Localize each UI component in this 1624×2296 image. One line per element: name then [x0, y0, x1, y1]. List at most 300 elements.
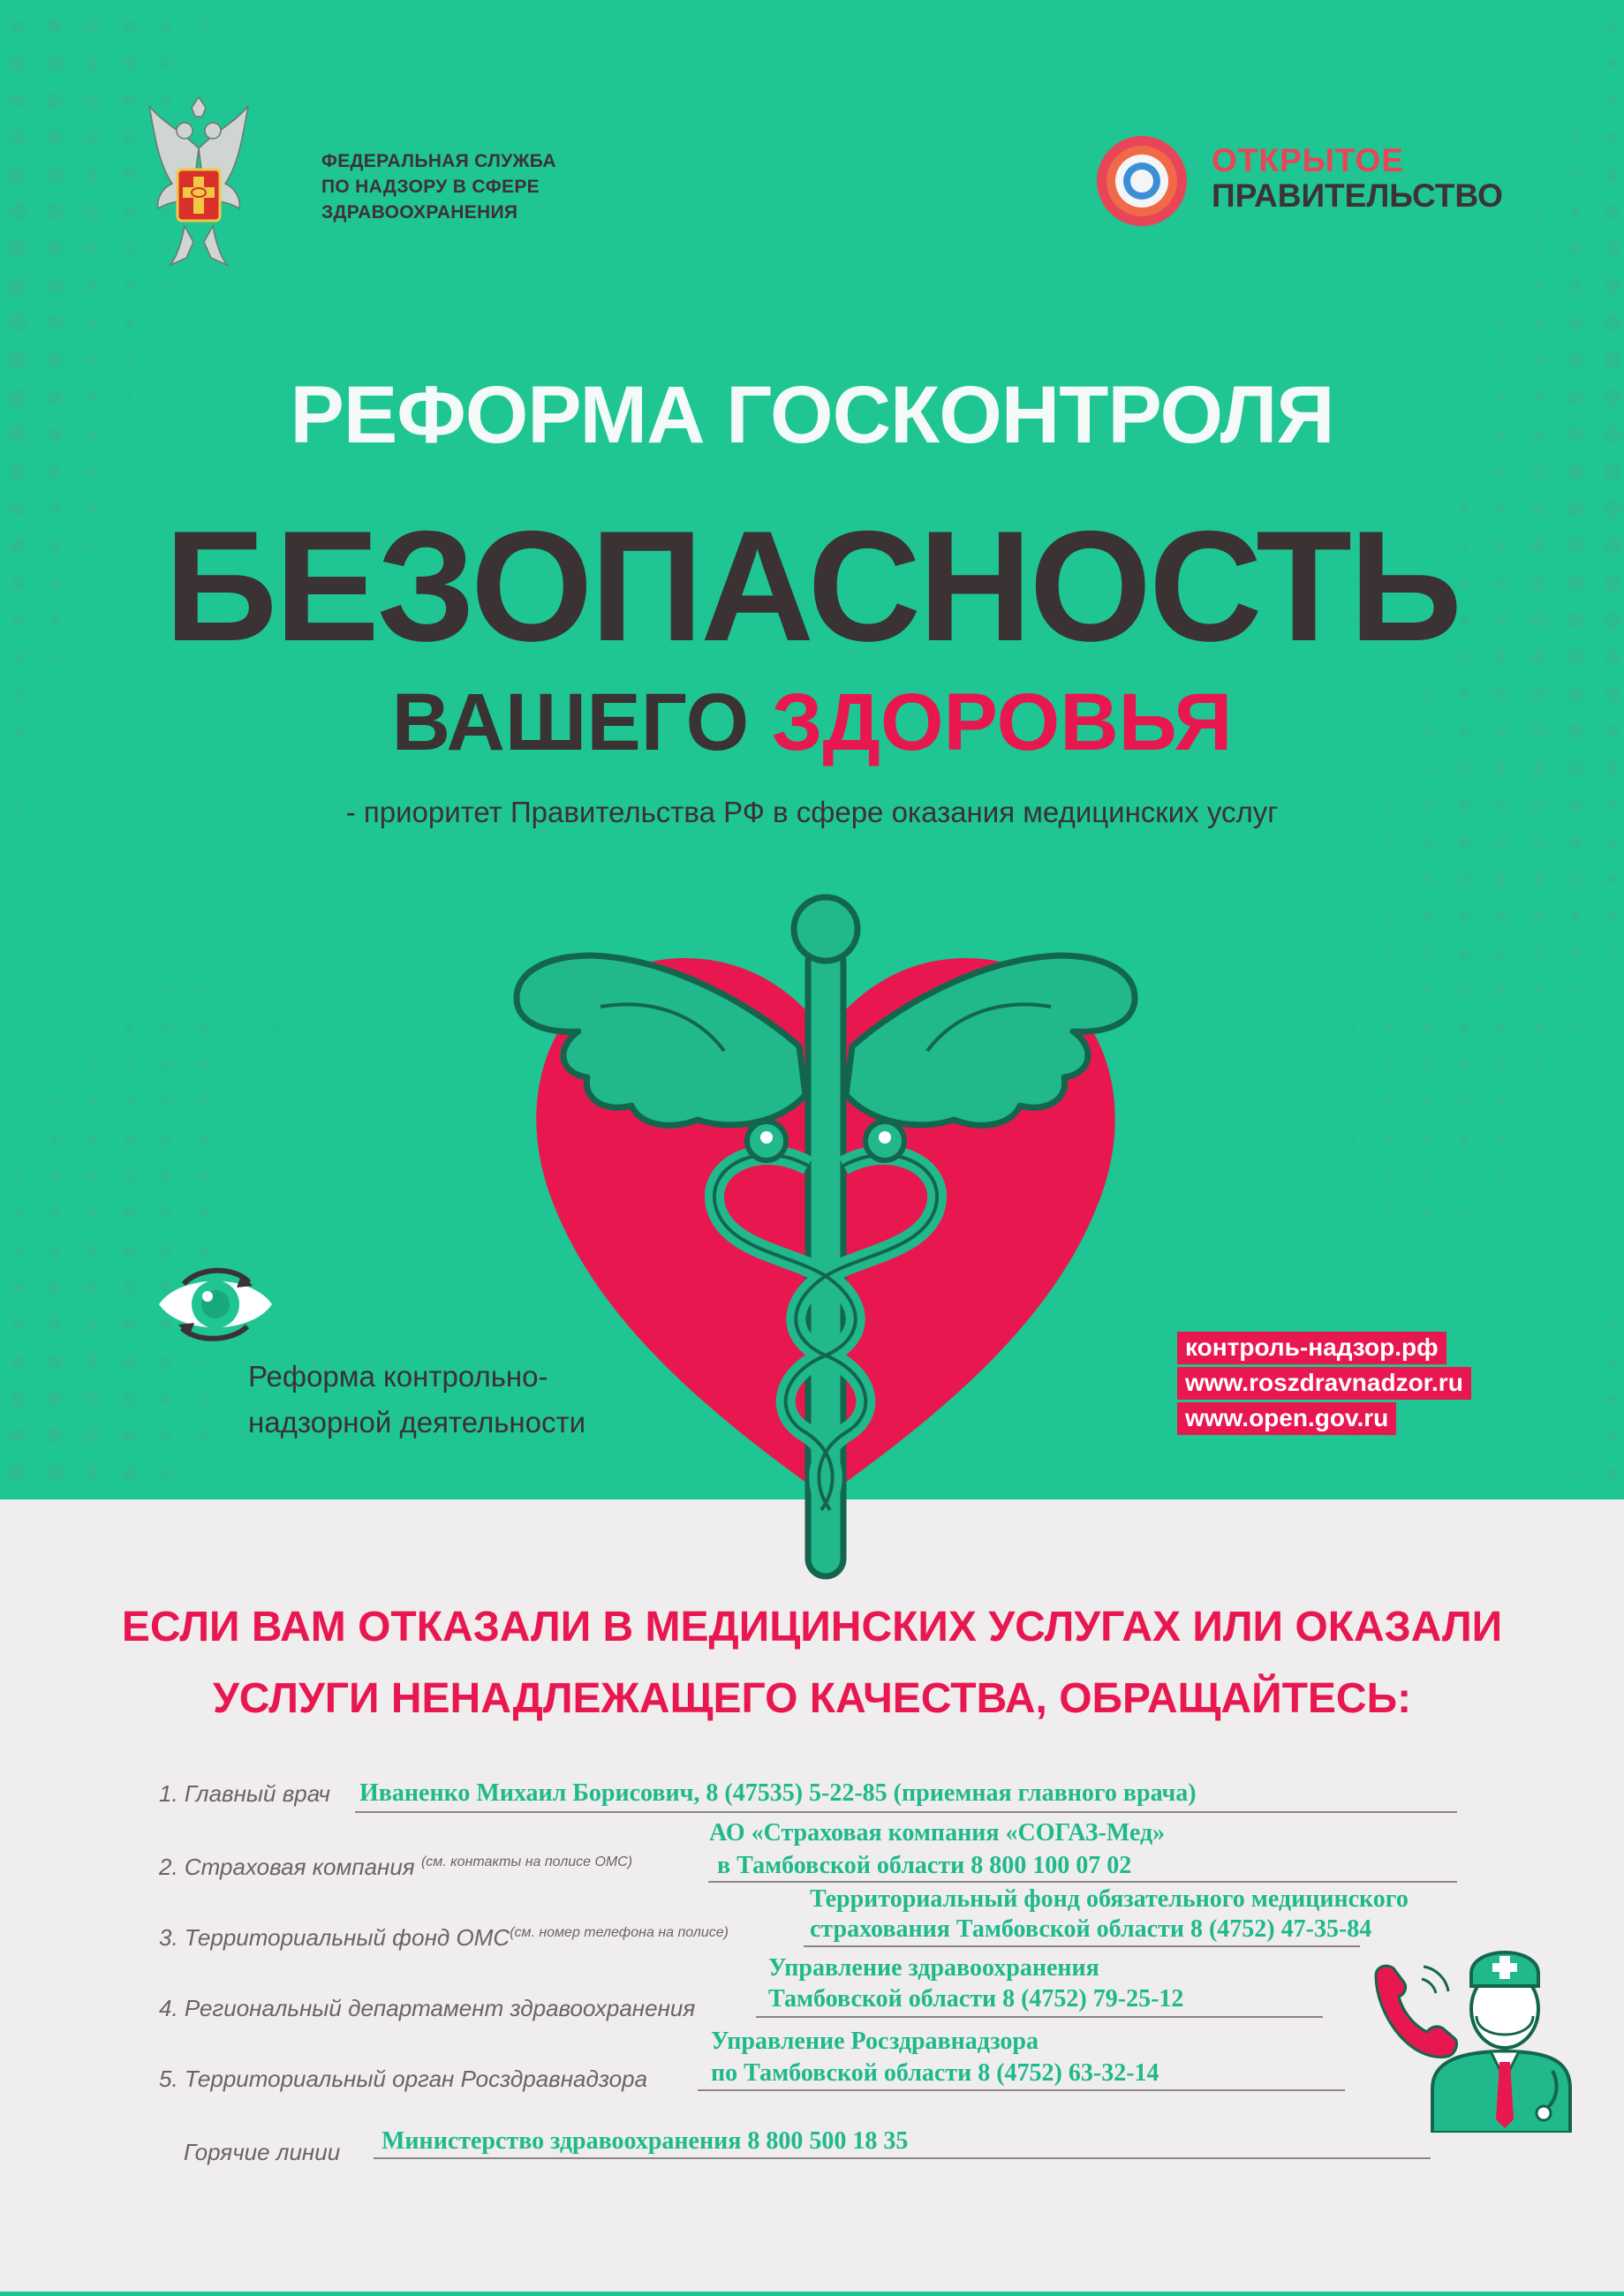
pattern-dot [1241, 1138, 1243, 1140]
pattern-dot [201, 284, 206, 289]
pattern-dot [236, 1172, 244, 1180]
pattern-dot [1350, 1285, 1356, 1291]
label-insurance-text: 2. Страховая компания [159, 1854, 415, 1880]
value-insurance-line2: в Тамбовской области 8 800 100 07 02 [717, 1852, 1132, 1879]
pattern-dot [89, 988, 94, 993]
pattern-dot [201, 767, 206, 771]
pattern-dot [1352, 471, 1354, 472]
pattern-dot [1313, 1174, 1318, 1179]
pattern-dot [351, 1287, 352, 1288]
pattern-dot [86, 1244, 98, 1257]
callout-line1: ЕСЛИ ВАМ ОТКАЗАЛИ В МЕДИЦИНСКИХ УСЛУГАХ ИЛИ ОКАЗАЛИ [121, 1604, 1503, 1650]
pattern-dot [236, 1061, 244, 1069]
pattern-dot [200, 913, 207, 920]
pattern-dot [47, 93, 63, 109]
pattern-dot [1463, 100, 1466, 102]
pattern-dot [87, 1098, 95, 1106]
pattern-dot [202, 471, 204, 472]
pattern-dot [274, 1099, 280, 1105]
pattern-dot [89, 951, 94, 955]
pattern-dot [53, 915, 57, 918]
pattern-dot [1534, 319, 1544, 329]
pattern-dot [1313, 1285, 1318, 1289]
pattern-dot [198, 1171, 208, 1181]
pattern-dot [47, 130, 64, 147]
pattern-dot [161, 21, 172, 33]
pattern-dot [1574, 1286, 1577, 1289]
pattern-dot [162, 1023, 170, 1032]
pattern-dot [85, 19, 100, 34]
pattern-dot [1277, 1174, 1280, 1178]
pattern-dot [350, 878, 352, 880]
pattern-dot [1609, 23, 1617, 31]
pattern-dot [351, 100, 352, 102]
pattern-dot [85, 131, 100, 146]
pattern-dot [1425, 62, 1429, 65]
pattern-dot [11, 1392, 25, 1406]
pattern-dot [1425, 1471, 1428, 1474]
pattern-dot [388, 1212, 389, 1214]
eye-refresh-icon [154, 1265, 277, 1344]
pattern-dot [127, 841, 131, 844]
pattern-dot [49, 1281, 61, 1294]
pattern-dot [275, 914, 281, 920]
pattern-dot [47, 241, 64, 258]
pattern-dot [1241, 916, 1243, 918]
pattern-dot [1610, 1248, 1614, 1252]
pattern-dot [1424, 1247, 1430, 1253]
pattern-dot [1610, 1285, 1615, 1290]
pattern-dot [1278, 990, 1280, 993]
pattern-dot [313, 1174, 316, 1178]
pattern-dot [124, 1171, 135, 1182]
pattern-dot [1533, 948, 1544, 959]
pattern-dot [388, 842, 389, 843]
pattern-dot [1537, 99, 1541, 103]
callout-line2: УСЛУГИ НЕНАДЛЕЖАЩЕГО КАЧЕСТВА, ОБРАЩАЙТЕСЬ: [212, 1675, 1412, 1722]
pattern-dot [1572, 97, 1579, 104]
pattern-dot [1532, 836, 1545, 850]
link-open-gov[interactable]: www.open.gov.ru [1177, 1402, 1396, 1435]
pattern-dot [1386, 839, 1394, 846]
pattern-dot [351, 322, 352, 324]
pattern-dot [85, 1429, 100, 1444]
pattern-dot [238, 840, 244, 846]
pattern-dot [1572, 987, 1580, 995]
pattern-dot [1609, 1358, 1616, 1365]
pattern-dot [1572, 1469, 1579, 1477]
pattern-dot [236, 1098, 244, 1106]
pattern-dot [313, 767, 317, 771]
pattern-dot [1351, 1471, 1355, 1475]
pattern-dot [161, 1134, 171, 1144]
pattern-dot [1499, 1434, 1502, 1437]
pattern-dot [16, 915, 20, 919]
pattern-dot [388, 359, 389, 361]
pattern-dot [1571, 949, 1580, 958]
pattern-dot [127, 878, 132, 882]
pattern-dot [1460, 1098, 1469, 1106]
pattern-dot [1532, 873, 1545, 886]
pattern-dot [313, 1100, 317, 1105]
pattern-dot [1535, 245, 1543, 253]
pattern-dot [161, 1431, 171, 1441]
pattern-dot [1606, 169, 1620, 182]
pattern-dot [16, 989, 19, 993]
pattern-dot [1314, 136, 1318, 140]
pattern-dot [125, 1061, 133, 1069]
pattern-dot [1459, 948, 1470, 960]
pattern-dot [1423, 1135, 1431, 1143]
pattern-dot [1568, 353, 1582, 367]
pattern-dot [1537, 1249, 1540, 1252]
pattern-dot [313, 26, 315, 27]
pattern-dot [198, 1245, 208, 1255]
pattern-dot [313, 285, 315, 287]
pattern-dot [11, 57, 26, 72]
pattern-dot [388, 63, 389, 64]
pattern-dot [199, 1394, 208, 1403]
pattern-dot [1499, 1397, 1502, 1400]
pattern-dot [1536, 135, 1540, 140]
pattern-dot [276, 137, 279, 140]
pattern-dot [163, 321, 170, 327]
pattern-dot [1241, 953, 1243, 955]
pattern-dot [1389, 285, 1391, 287]
pattern-dot [1458, 910, 1469, 922]
pattern-dot [1386, 986, 1394, 995]
pattern-dot [1241, 26, 1243, 27]
pattern-dot [90, 841, 94, 844]
pattern-dot [1277, 62, 1280, 64]
pattern-dot [48, 1355, 62, 1369]
pattern-dot [1568, 761, 1582, 775]
pattern-dot [201, 359, 204, 361]
heart-caduceus-icon [495, 874, 1157, 1598]
pattern-dot [350, 915, 352, 918]
pattern-dot [276, 211, 278, 213]
pattern-dot [16, 1063, 20, 1068]
pattern-dot [200, 1432, 208, 1440]
pattern-dot [1349, 1061, 1356, 1069]
fill-line [698, 2089, 1345, 2091]
pattern-dot [123, 57, 136, 71]
pattern-dot [239, 285, 242, 288]
label-oms-fund-text: 3. Территориальный фонд ОМС [159, 1924, 510, 1951]
pattern-dot [313, 1472, 315, 1474]
pattern-dot [1424, 1210, 1431, 1217]
pattern-dot [274, 987, 280, 993]
pattern-dot [238, 766, 242, 770]
pattern-dot [49, 1245, 60, 1256]
pattern-dot [1463, 137, 1466, 140]
pattern-dot [351, 990, 353, 993]
pattern-dot [1499, 1471, 1502, 1474]
pattern-dot [9, 314, 27, 333]
pattern-dot [1424, 1322, 1430, 1327]
pattern-dot [1610, 988, 1615, 993]
pattern-dot [274, 950, 280, 956]
pattern-dot [1241, 842, 1243, 843]
pattern-dot [274, 1024, 280, 1031]
pattern-dot [163, 877, 169, 882]
reform-title: РЕФОРМА ГОСКОНТРОЛЯ [290, 370, 1334, 460]
pattern-dot [313, 248, 315, 250]
pattern-dot [1241, 100, 1243, 102]
pattern-dot [86, 317, 98, 329]
pattern-dot [124, 244, 134, 254]
pattern-dot [1462, 284, 1466, 288]
pattern-dot [85, 1392, 100, 1407]
pattern-dot [1278, 137, 1280, 140]
pattern-dot [1533, 355, 1544, 366]
pattern-dot [1458, 873, 1469, 885]
pattern-dot [47, 56, 63, 72]
pattern-dot [1349, 1099, 1356, 1106]
pattern-dot [1611, 1100, 1614, 1104]
pattern-dot [201, 321, 205, 325]
pattern-dot [1537, 1397, 1540, 1401]
link-roszdravnadzor[interactable]: www.roszdravnadzor.ru [1177, 1367, 1471, 1400]
pattern-dot [351, 471, 352, 472]
open-gov-line1: ОТКРЫТОЕ [1212, 142, 1405, 178]
pattern-dot [1422, 986, 1431, 995]
pattern-dot [1241, 1472, 1243, 1474]
pattern-dot [1278, 359, 1280, 361]
pattern-dot [199, 1357, 208, 1366]
pattern-dot [238, 1396, 244, 1402]
pattern-dot [388, 100, 389, 102]
pattern-dot [351, 1212, 352, 1214]
pattern-dot [312, 951, 316, 955]
pattern-dot [10, 93, 26, 109]
pattern-dot [1426, 248, 1428, 250]
fill-line [756, 2016, 1323, 2018]
pattern-dot [1425, 470, 1430, 474]
pattern-dot [276, 359, 278, 361]
pattern-dot [1499, 1286, 1503, 1289]
pattern-dot [15, 1137, 20, 1142]
pattern-dot [125, 356, 132, 364]
pattern-dot [162, 1061, 170, 1069]
pattern-dot [1314, 841, 1317, 843]
pattern-dot [87, 467, 96, 476]
pattern-dot [1278, 1064, 1280, 1067]
pattern-dot [1570, 874, 1581, 885]
pattern-dot [53, 767, 57, 771]
pattern-dot [49, 465, 61, 478]
pattern-dot [1314, 915, 1318, 918]
pattern-dot [161, 1097, 170, 1106]
pattern-dot [1386, 1247, 1394, 1254]
pattern-dot [15, 1099, 20, 1105]
pattern-dot [388, 1101, 389, 1103]
label-regional-department: 4. Региональный департамент здравоохранения [159, 1995, 696, 2021]
pattern-dot [1499, 99, 1502, 102]
pattern-dot [1496, 948, 1507, 960]
pattern-dot [312, 914, 316, 918]
pattern-dot [162, 950, 170, 957]
pattern-dot [1277, 25, 1280, 28]
pattern-dot [1573, 61, 1579, 67]
pattern-dot [1350, 951, 1356, 957]
pattern-dot [274, 1061, 280, 1068]
pattern-dot [1499, 246, 1503, 251]
pattern-dot [1608, 875, 1617, 884]
pattern-dot [1241, 137, 1243, 139]
pattern-dot [14, 765, 21, 772]
pattern-dot [1315, 322, 1317, 324]
pattern-dot [1609, 950, 1616, 957]
pattern-dot [1423, 1023, 1432, 1033]
pattern-dot [237, 1358, 243, 1364]
pattern-dot [1605, 278, 1621, 295]
pattern-dot [1610, 1025, 1615, 1031]
pattern-dot [1423, 1061, 1432, 1070]
pattern-dot [48, 19, 63, 34]
link-kontrol-nadzor[interactable]: контроль-надзор.рф [1177, 1332, 1446, 1364]
pattern-dot [276, 1472, 279, 1475]
pattern-dot [1389, 248, 1391, 250]
pattern-dot [1574, 1174, 1577, 1178]
pattern-dot [1424, 1173, 1431, 1181]
pattern-dot [1537, 1360, 1540, 1363]
label-oms-fund-note: (см. номер телефона на полисе) [510, 1925, 729, 1940]
pattern-dot [1350, 914, 1356, 920]
eagle-emblem-icon [146, 95, 252, 268]
pattern-dot [1277, 1323, 1280, 1326]
pattern-dot [15, 840, 20, 845]
pattern-dot [1607, 95, 1618, 106]
pattern-dot [85, 1318, 98, 1331]
pattern-dot [1611, 1137, 1614, 1141]
pattern-dot [1463, 1472, 1466, 1475]
pattern-dot [198, 1208, 208, 1218]
pattern-dot [1314, 1026, 1318, 1031]
pattern-dot [1351, 767, 1356, 771]
pattern-dot [1241, 1212, 1243, 1214]
pattern-dot [388, 1472, 389, 1474]
pattern-dot [1314, 989, 1318, 993]
pattern-dot [199, 1023, 208, 1032]
pattern-dot [50, 1172, 59, 1181]
pattern-dot [388, 471, 389, 472]
pattern-dot [1534, 986, 1544, 996]
pattern-dot [123, 132, 135, 144]
pattern-dot [1386, 1061, 1394, 1069]
pattern-dot [237, 950, 244, 957]
pattern-dot [1459, 1023, 1469, 1032]
pattern-dot [1607, 1468, 1618, 1478]
safety-title: БЕЗОПАСНОСТЬ [164, 498, 1460, 674]
pattern-dot [1241, 1101, 1243, 1103]
pattern-dot [1386, 949, 1394, 957]
pattern-dot [1499, 136, 1502, 139]
pattern-dot [388, 1064, 389, 1066]
pattern-dot [237, 913, 244, 920]
pattern-dot [53, 989, 57, 993]
pattern-dot [351, 1472, 352, 1474]
pattern-dot [1537, 25, 1540, 28]
pattern-dot [161, 1245, 172, 1257]
pattern-dot [1537, 1212, 1541, 1216]
pattern-dot [1277, 1286, 1280, 1289]
pattern-dot [1537, 1286, 1540, 1289]
pattern-dot [388, 1175, 389, 1177]
pattern-dot [1537, 1323, 1539, 1325]
pattern-dot [276, 25, 279, 28]
pattern-dot [1277, 1212, 1280, 1215]
pattern-dot [84, 93, 99, 108]
pattern-dot [238, 1470, 242, 1475]
pattern-dot [1278, 842, 1280, 843]
pattern-dot [1570, 207, 1580, 216]
pattern-dot [1573, 24, 1578, 29]
pattern-dot [1278, 248, 1280, 250]
pattern-dot [1608, 59, 1617, 68]
pattern-dot [1278, 285, 1280, 287]
pattern-dot [313, 322, 315, 324]
pattern-dot [124, 1134, 134, 1144]
pattern-dot [276, 471, 278, 472]
pattern-dot [88, 1061, 95, 1069]
pattern-dot [85, 57, 100, 72]
pattern-dot [1537, 62, 1540, 65]
pattern-dot [350, 767, 352, 769]
pattern-dot [275, 1248, 280, 1253]
pattern-dot [1531, 761, 1545, 775]
pattern-dot [239, 322, 241, 324]
pattern-dot [13, 1246, 22, 1255]
pattern-dot [312, 1025, 316, 1030]
pattern-dot [163, 914, 170, 920]
pattern-dot [1574, 1360, 1578, 1364]
pattern-dot [313, 471, 315, 472]
pattern-dot [313, 1137, 316, 1141]
pattern-dot [1241, 767, 1243, 769]
pattern-dot [1499, 1249, 1504, 1253]
pattern-dot [163, 358, 169, 363]
pattern-dot [200, 877, 207, 883]
pattern-dot [90, 767, 93, 769]
pattern-dot [351, 63, 352, 64]
pattern-dot [10, 130, 26, 147]
pattern-dot [1535, 1061, 1542, 1069]
pattern-dot [1461, 1136, 1469, 1144]
pattern-dot [86, 354, 97, 366]
pattern-dot [123, 1281, 136, 1295]
pattern-dot [1570, 244, 1582, 255]
pattern-dot [11, 19, 24, 33]
pattern-dot [351, 137, 352, 139]
pattern-dot [1386, 1173, 1394, 1181]
pattern-dot [1604, 314, 1621, 332]
pattern-dot [351, 1324, 352, 1325]
pattern-dot [1241, 1175, 1243, 1177]
pattern-dot [1388, 62, 1393, 66]
pattern-dot [52, 1025, 57, 1030]
pattern-dot [1537, 1434, 1540, 1438]
pattern-dot [1462, 1248, 1467, 1253]
label-roszdravnadzor: 5. Территориальный орган Росздравнадзора [159, 2066, 648, 2092]
value-roszdravnadzor-line2: по Тамбовской области 8 (4752) 63-32-14 [711, 2059, 1159, 2087]
pattern-dot [1534, 1023, 1542, 1031]
pattern-dot [1278, 322, 1280, 324]
pattern-dot [1387, 1322, 1393, 1327]
pattern-dot [9, 203, 26, 221]
pattern-dot [1241, 1250, 1243, 1251]
pattern-dot [236, 1135, 244, 1143]
